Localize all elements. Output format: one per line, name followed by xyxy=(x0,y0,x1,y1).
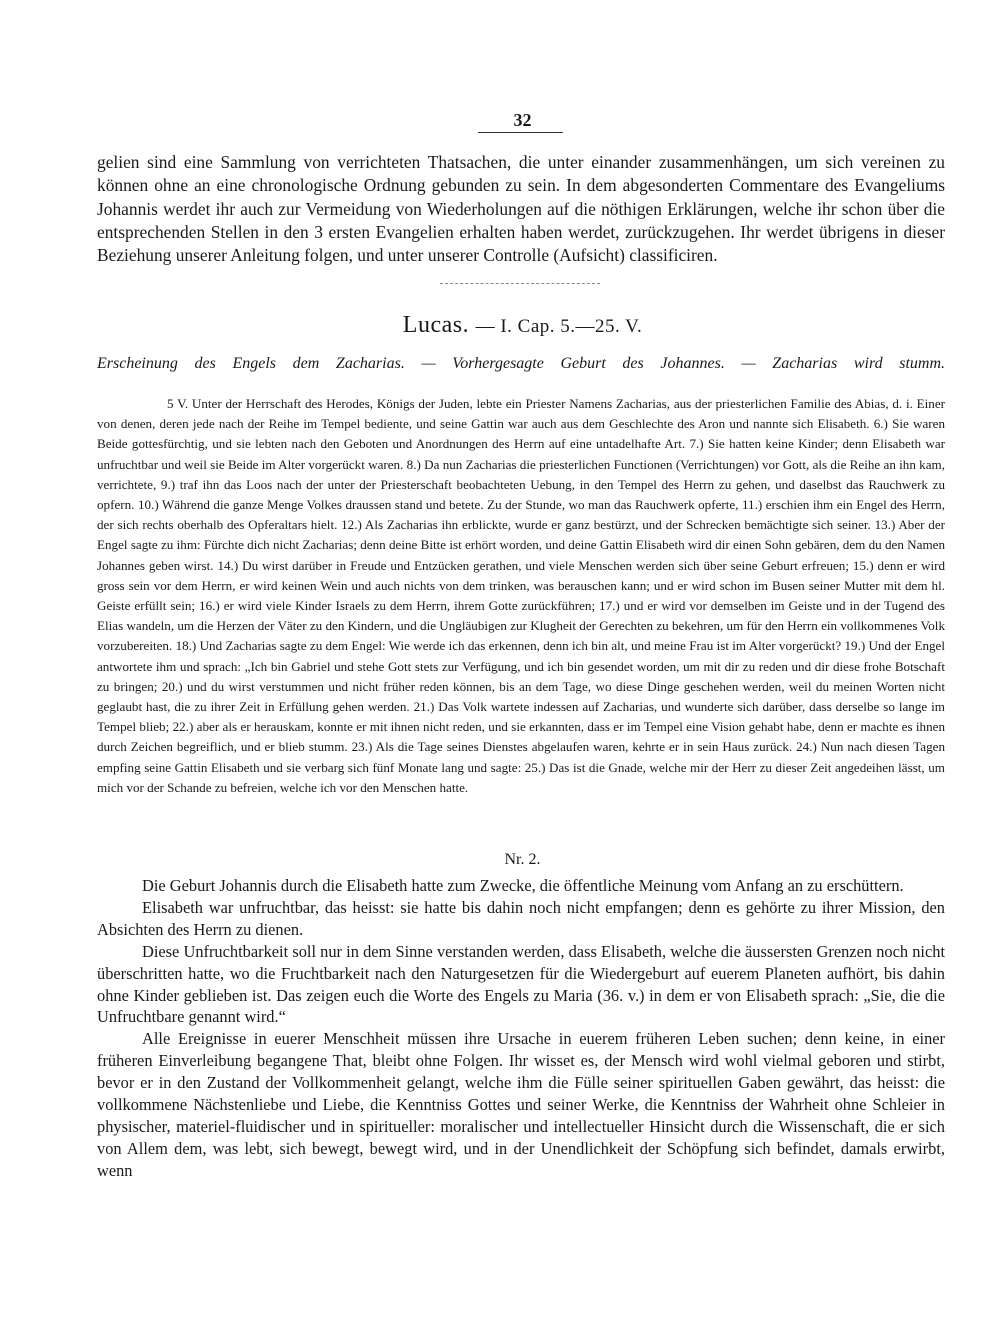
commentary-paragraph: Elisabeth war unfruchtbar, das heisst: sie hatte bis dahin noch nicht empfangen; denn es gehörte zu ihrer Mission, den Absichten des Herrn zu dienen. xyxy=(97,897,945,939)
section-subtitle: Erscheinung des Engels dem Zacharias. — Vorhergesagte Geburt des Johannes. — Zacharias wird stumm. xyxy=(97,355,945,372)
intro-paragraph: gelien sind eine Sammlung von verrichteten Thatsachen, die unter einander zusammenhängen, um sich vereinen zu können ohne an eine chronologische Ordnung gebunden zu sein. In dem abgesonderten Commentare des Evangeliums Johannis werdet ihr auch zur Vermeidung von Wiederholungen auf die nöthigen Erklärungen, welche ihr schon über die entsprechenden Stellen in den 3 ersten Evangelien erhalten haben werdet, zurückzugehen. Ihr werdet übrigens in dieser Beziehung unserer Anleitung folgen, und unter unserer Controlle (Aufsicht) classificiren. xyxy=(97,152,945,266)
section-title: Lucas. xyxy=(402,312,470,338)
section-divider xyxy=(440,283,600,284)
commentary-paragraph: Die Geburt Johannis durch die Elisabeth hatte zum Zwecke, die öffentliche Meinung vom Anfang an zu erschüttern. xyxy=(142,876,904,895)
scripture-passage: 5 V. Unter der Herrschaft des Herodes, Königs der Juden, lebte ein Priester Namens Zacharias, aus der priesterlichen Familie des Abias, d. i. Einer von denen, deren jede nach der Reihe im Tempel bediente, und seine Gattin war auch aus dem Geschlechte des Aron und nannte sich Elisabeth. 6.) Sie waren Beide gottesfürchtig, und sie lebten nach den Geboten und Anordnungen des Herrn auf eine untadelhafte Art. 7.) Sie hatten keine Kinder; denn Elisabeth war unfruchtbar und weil sie Beide im Alter vorgerückt waren. 8.) Da nun Zacharias die priesterlichen Functionen (Verrichtungen) vor Gott, als die Reihe an ihn kam, verrichtete, 9.) traf ihn das Loos nach der unter der Priesterschaft beobachteten Uebung, in den Tempel des Herrn zu gehen, und daselbst das Rauchwerk zu opfern. 10.) Während die ganze Menge Volkes draussen stand und betete. Zu der Stunde, wo man das Rauchwerk opferte, 11.) erschien ihm ein Engel des Herrn, der sich rechts oberhalb des Opferaltars hielt. 12.) Als Zacharias ihn erblickte, wurde er ganz bestürzt, und der Schrecken bemächtigte sich seiner. 13.) Aber der Engel sagte zu ihm: Fürchte dich nicht Zacharias; denn deine Bitte ist erhört worden, und deine Gattin Elisabeth wird dir einen Sohn gebären, dem du den Namen Johannes geben wirst. 14.) Du wirst darüber in Freude und Entzücken gerathen, und viele Menschen werden sich über seine Geburt erfreuen; 15.) denn er wird gross sein vor dem Herrn, er wird keinen Wein und auch nichts von dem trinken, was berauschen kann; und er wird schon im Busen seiner Mutter mit dem hl. Geiste erfüllt sein; 16.) er wird viele Kinder Israels zu dem Herrn, ihrem Gotte zurückführen; 17.) und er wird vor demselben im Geiste und in der Tugend des Elias wandeln, um die Herzen der Väter zu den Kindern, und die Ungläubigen zur Klugheit der Gerechten zu bekehren, um für den Herrn ein vollkommenes Volk vorzubereiten. 18.) Und Zacharias sagte zu dem Engel: Wie werde ich das erkennen, denn ich bin alt, und meine Frau ist im Alter vorgerückt? 19.) Und der Engel antwortete ihm und sprach: „Ich bin Gabriel und stehe Gott stets zur Verfügung, und ich bin gesendet worden, um mit dir zu reden und dir diese frohe Botschaft zu bringen; 20.) und du wirst verstummen und nicht früher reden können, bis an dem Tage, wo diese Dinge geschehen werden, weil du meinen Worten nicht geglaubt hast, die zu ihrer Zeit in Erfüllung gehen werden. 21.) Das Volk wartete indessen auf Zacharias, und wunderte sich darüber, dass derselbe so lange im Tempel blieb; 22.) aber als er herauskam, konnte er mit ihnen nicht reden, und sie erkannten, dass er im Tempel eine Vision gehabt habe, denn er machte es ihnen durch Zeichen begreiflich, und er blieb stumm. 23.) Als die Tage seines Dienstes abgelaufen waren, kehrte er in sein Haus zurück. 24.) Nun nach diesen Tagen empfing seine Gattin Elisabeth und sie verbarg sich fünf Monate lang und sagte: 25.) Das ist die Gnade, welche mir der Herr zu dieser Zeit angedeihen lässt, um mich vor der Schande zu befreien, welche ich vor den Menschen hatte. xyxy=(97,396,945,795)
commentary-body xyxy=(97,875,945,1182)
commentary-paragraph: Diese Unfruchtbarkeit soll nur in dem Sinne verstanden werden, dass Elisabeth, welche die äussersten Grenzen noch nicht überschritten hatte, wo die Fruchtbarkeit nach den Naturgesetzen für die Wiedergeburt auf euerem Planeten aufhört, bis dahin ohne Kinder geblieben ist. Das zeigen euch die Worte des Engels zu Maria (36. v.) in dem er von Elisabeth sprach: „Sie, die die Unfruchtbare genannt wird.“ xyxy=(97,941,945,1027)
page-number: 32 xyxy=(513,110,532,130)
section-reference: — I. Cap. 5.—25. V. xyxy=(475,316,643,337)
commentary-heading: Nr. 2. xyxy=(504,851,541,868)
page-number-rule xyxy=(478,132,563,133)
section-heading xyxy=(0,312,1000,339)
commentary-paragraph: Alle Ereignisse in euerer Menschheit müssen ihre Ursache in euerem früheren Leben suchen; denn keine, in einer früheren Einverleibung begangene That, bleibt ohne Folgen. Ihr wisset es, der Mensch wird wohl vielmal geboren und stirbt, bevor er in den Zustand der Vollkommenheit gelangt, welche ihm die Fülle seiner spirituellen Gaben gewährt, das heisst: die vollkommene Nächstenliebe und Liebe, die Kenntniss Gottes und seiner Werke, die Kenntniss der Wahrheit ohne Schleier in physischer, materiel-fluidischer und in spiritueller: moralischer und intellectueller Hinsicht durch die Wissenschaft, die er sich von Allem dem, was lebt, sich bewegt, bewegt wird, und in der Unendlichkeit der Schöpfung sich befindet, damals erwirbt, wenn xyxy=(97,1029,945,1180)
